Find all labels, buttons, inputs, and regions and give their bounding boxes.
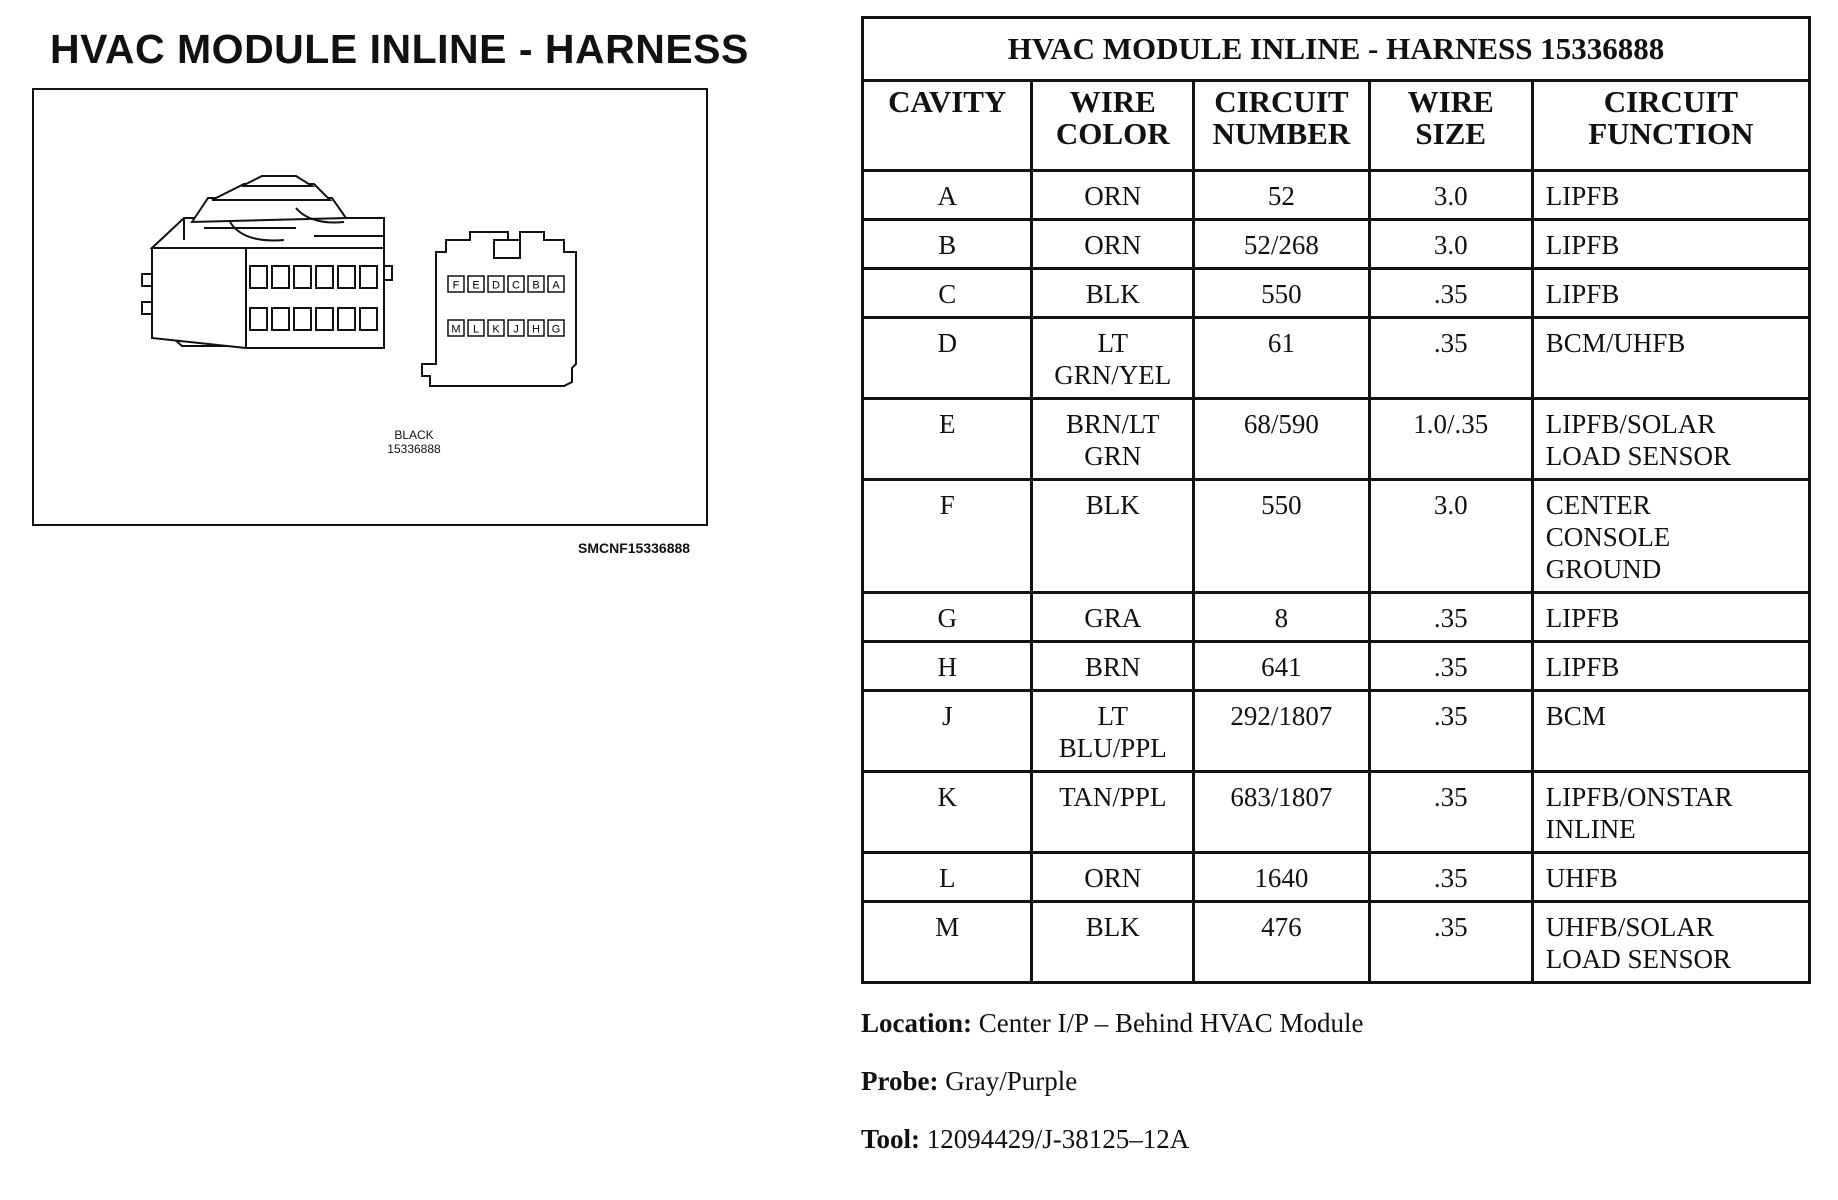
pin-letter: H bbox=[532, 323, 540, 336]
connector-cavity-shape bbox=[250, 308, 267, 330]
cell-circuit-number: 476 bbox=[1194, 902, 1370, 983]
header-circuit-number: CIRCUIT NUMBER bbox=[1194, 81, 1370, 171]
cell-wire-color: ORN bbox=[1032, 171, 1194, 220]
table-row bbox=[863, 772, 1810, 853]
cell-wire-size: .35 bbox=[1369, 593, 1532, 642]
cell-wire-color: BRN/LT GRN bbox=[1032, 399, 1194, 480]
connector-part-number: 15336888 bbox=[387, 442, 441, 456]
connector-cavity-shape bbox=[250, 266, 267, 288]
cell-wire-size: 3.0 bbox=[1369, 220, 1532, 269]
cell-circuit-number: 683/1807 bbox=[1194, 772, 1370, 853]
probe-note bbox=[861, 1066, 1364, 1124]
cell-circuit-function: UHFB/SOLAR LOAD SENSOR bbox=[1532, 902, 1809, 983]
connector-cavity-shape bbox=[272, 266, 289, 288]
probe-label: Probe: bbox=[861, 1066, 939, 1096]
connector-color: BLACK bbox=[394, 428, 434, 442]
connector-cavity-shape bbox=[316, 266, 333, 288]
cell-wire-size: 3.0 bbox=[1369, 171, 1532, 220]
pin-letter: B bbox=[532, 279, 540, 292]
cell-wire-size: .35 bbox=[1369, 318, 1532, 399]
cell-circuit-function: LIPFB bbox=[1532, 171, 1809, 220]
location-note bbox=[861, 1008, 1364, 1066]
cell-wire-color: ORN bbox=[1032, 853, 1194, 902]
cell-cavity: C bbox=[863, 269, 1032, 318]
pin-letter: C bbox=[512, 279, 520, 292]
cell-circuit-function: LIPFB/SOLAR LOAD SENSOR bbox=[1532, 399, 1809, 480]
connector-notes bbox=[861, 1008, 1364, 1182]
location-value: Center I/P – Behind HVAC Module bbox=[978, 1008, 1364, 1038]
cell-wire-size: 3.0 bbox=[1369, 480, 1532, 593]
tool-label: Tool: bbox=[861, 1124, 921, 1154]
pin-letter: K bbox=[492, 323, 500, 336]
cell-wire-color: BRN bbox=[1032, 642, 1194, 691]
cell-wire-color: BLK bbox=[1032, 480, 1194, 593]
pin-letter: E bbox=[472, 279, 480, 292]
cell-circuit-number: 550 bbox=[1194, 480, 1370, 593]
pin-letter: D bbox=[492, 279, 500, 292]
cell-wire-size: .35 bbox=[1369, 691, 1532, 772]
connector-cavity-shape bbox=[316, 308, 333, 330]
table-row bbox=[863, 399, 1810, 480]
connector-cavity-shape bbox=[294, 266, 311, 288]
pin-letter: A bbox=[552, 279, 560, 292]
cell-cavity: H bbox=[863, 642, 1032, 691]
cell-circuit-number: 52/268 bbox=[1194, 220, 1370, 269]
table-row bbox=[863, 171, 1810, 220]
cell-circuit-function: BCM/UHFB bbox=[1532, 318, 1809, 399]
connector-color-label bbox=[334, 428, 494, 456]
figure-title: HVAC MODULE INLINE - HARNESS bbox=[50, 26, 749, 72]
cell-wire-size: .35 bbox=[1369, 269, 1532, 318]
table-row bbox=[863, 593, 1810, 642]
table-caption: HVAC MODULE INLINE - HARNESS 15336888 bbox=[863, 18, 1810, 81]
cell-circuit-function: LIPFB/ONSTAR INLINE bbox=[1532, 772, 1809, 853]
cell-wire-size: .35 bbox=[1369, 902, 1532, 983]
cell-circuit-number: 68/590 bbox=[1194, 399, 1370, 480]
cell-cavity: B bbox=[863, 220, 1032, 269]
header-circuit-function: CIRCUIT FUNCTION bbox=[1532, 81, 1809, 171]
connector-illustration bbox=[34, 90, 706, 524]
pin-letter: L bbox=[472, 323, 480, 336]
cell-circuit-number: 52 bbox=[1194, 171, 1370, 220]
cell-circuit-number: 8 bbox=[1194, 593, 1370, 642]
cell-wire-size: 1.0/.35 bbox=[1369, 399, 1532, 480]
cell-circuit-function: BCM bbox=[1532, 691, 1809, 772]
cell-circuit-function: CENTER CONSOLE GROUND bbox=[1532, 480, 1809, 593]
cell-circuit-function: LIPFB bbox=[1532, 593, 1809, 642]
connector-face-drawing bbox=[422, 232, 576, 386]
cell-wire-size: .35 bbox=[1369, 853, 1532, 902]
cell-circuit-function: LIPFB bbox=[1532, 220, 1809, 269]
cell-circuit-number: 550 bbox=[1194, 269, 1370, 318]
connector-cavity-shape bbox=[360, 266, 377, 288]
cell-wire-size: .35 bbox=[1369, 772, 1532, 853]
pin-letter: F bbox=[452, 279, 460, 292]
cell-wire-color: GRA bbox=[1032, 593, 1194, 642]
cell-wire-color: TAN/PPL bbox=[1032, 772, 1194, 853]
cell-cavity: L bbox=[863, 853, 1032, 902]
cell-wire-color: BLK bbox=[1032, 902, 1194, 983]
figure-reference-id: SMCNF15336888 bbox=[578, 540, 691, 556]
table-row bbox=[863, 642, 1810, 691]
table-row bbox=[863, 480, 1810, 593]
connector-cavity-shape bbox=[272, 308, 289, 330]
location-label: Location: bbox=[861, 1008, 972, 1038]
cell-wire-size: .35 bbox=[1369, 642, 1532, 691]
table-row bbox=[863, 691, 1810, 772]
table-row bbox=[863, 269, 1810, 318]
cell-circuit-function: LIPFB bbox=[1532, 642, 1809, 691]
connector-cavity-shape bbox=[338, 266, 355, 288]
header-wire-size: WIRE SIZE bbox=[1369, 81, 1532, 171]
cell-cavity: G bbox=[863, 593, 1032, 642]
pin-letter: M bbox=[451, 323, 461, 336]
connector-cavity-shape bbox=[338, 308, 355, 330]
cell-wire-color: LT GRN/YEL bbox=[1032, 318, 1194, 399]
tool-value: 12094429/J-38125–12A bbox=[926, 1124, 1190, 1154]
pin-letter: G bbox=[551, 323, 561, 336]
cell-wire-color: LT BLU/PPL bbox=[1032, 691, 1194, 772]
connector-figure bbox=[32, 88, 708, 526]
cell-cavity: F bbox=[863, 480, 1032, 593]
cell-circuit-function: LIPFB bbox=[1532, 269, 1809, 318]
tool-note bbox=[861, 1124, 1364, 1182]
pinout-table bbox=[861, 16, 1811, 984]
cell-cavity: M bbox=[863, 902, 1032, 983]
cell-wire-color: ORN bbox=[1032, 220, 1194, 269]
table-row bbox=[863, 902, 1810, 983]
header-cavity: CAVITY bbox=[863, 81, 1032, 171]
cell-circuit-number: 61 bbox=[1194, 318, 1370, 399]
table-row bbox=[863, 220, 1810, 269]
cell-wire-color: BLK bbox=[1032, 269, 1194, 318]
cell-circuit-number: 1640 bbox=[1194, 853, 1370, 902]
cell-cavity: E bbox=[863, 399, 1032, 480]
cell-circuit-number: 292/1807 bbox=[1194, 691, 1370, 772]
pin-letter: J bbox=[513, 323, 519, 336]
cell-cavity: A bbox=[863, 171, 1032, 220]
table-row bbox=[863, 318, 1810, 399]
connector-cavity-shape bbox=[294, 308, 311, 330]
probe-value: Gray/Purple bbox=[945, 1066, 1078, 1096]
cell-cavity: J bbox=[863, 691, 1032, 772]
connector-cavity-shape bbox=[360, 308, 377, 330]
header-wire-color: WIRE COLOR bbox=[1032, 81, 1194, 171]
cell-cavity: D bbox=[863, 318, 1032, 399]
table-row bbox=[863, 853, 1810, 902]
cell-circuit-number: 641 bbox=[1194, 642, 1370, 691]
cell-circuit-function: UHFB bbox=[1532, 853, 1809, 902]
cell-cavity: K bbox=[863, 772, 1032, 853]
pinout-rows bbox=[863, 171, 1810, 983]
